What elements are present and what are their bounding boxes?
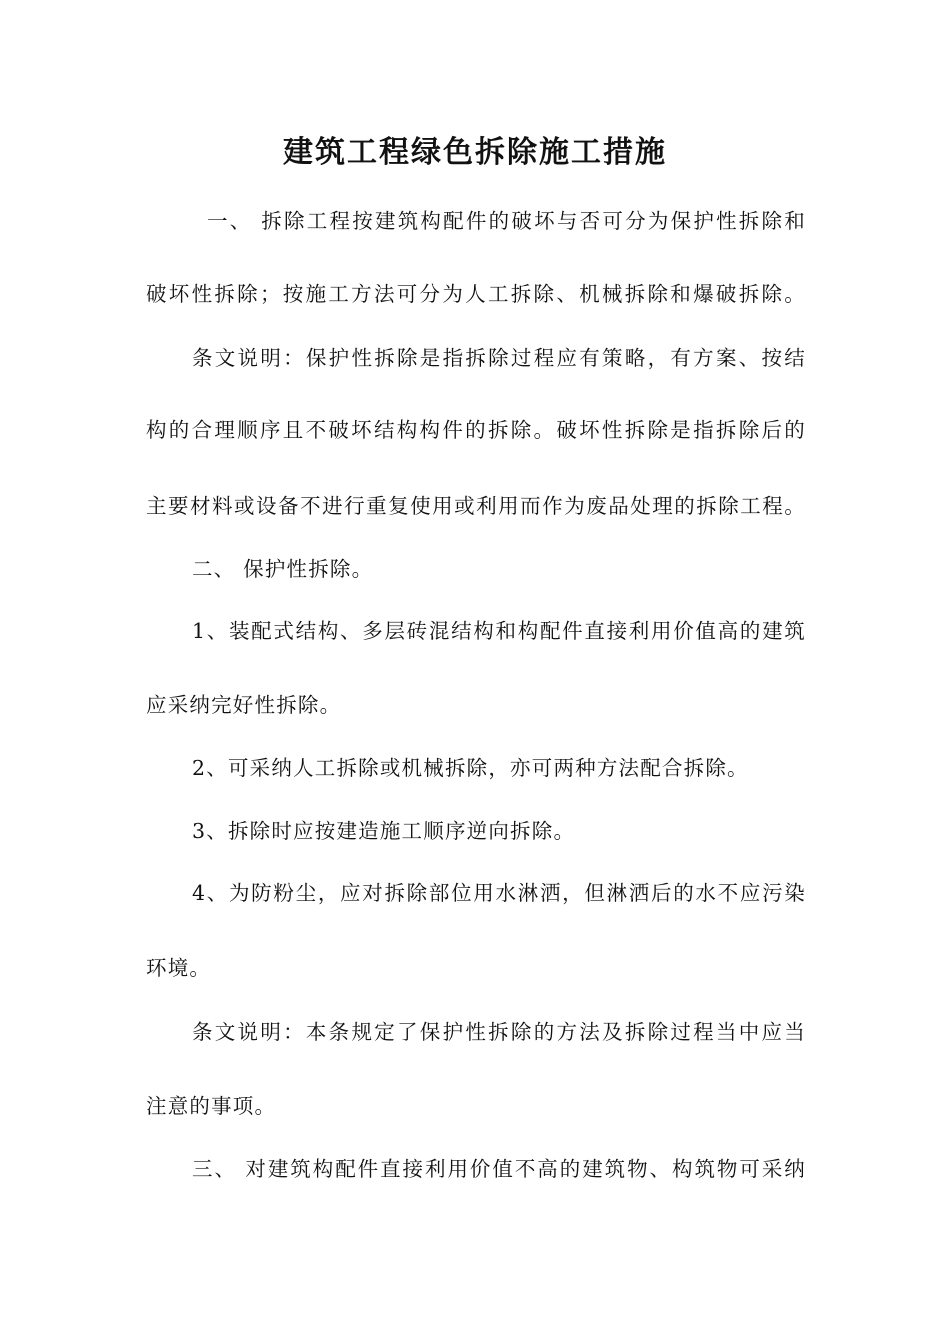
paragraph-line: 环境。 <box>146 956 212 980</box>
document-title: 建筑工程绿色拆除施工措施 <box>283 135 667 170</box>
paragraph-line: 注意的事项。 <box>146 1094 277 1118</box>
paragraph-line: 主要材料或设备不进行重复使用或利用而作为废品处理的拆除工程。 <box>146 494 806 518</box>
paragraph-line: 2、可采纳人工拆除或机械拆除，亦可两种方法配合拆除。 <box>192 756 749 780</box>
paragraph-line: 一、 拆除工程按建筑构配件的破坏与否可分为保护性拆除和 <box>207 209 806 233</box>
paragraph-line: 应采纳完好性拆除。 <box>146 693 342 717</box>
paragraph-line: 3、拆除时应按建造施工顺序逆向拆除。 <box>192 819 576 843</box>
paragraph-line: 1、装配式结构、多层砖混结构和构配件直接利用价值高的建筑 <box>192 619 806 643</box>
paragraph-line: 三、 对建筑构配件直接利用价值不高的建筑物、构筑物可采纳 <box>192 1157 806 1181</box>
paragraph-line: 构的合理顺序且不破坏结构构件的拆除。破坏性拆除是指拆除后的 <box>146 418 806 442</box>
paragraph-line: 4、为防粉尘，应对拆除部位用水淋洒，但淋洒后的水不应污染 <box>192 881 806 905</box>
paragraph-line: 破坏性拆除；按施工方法可分为人工拆除、机械拆除和爆破拆除。 <box>146 282 806 306</box>
section-heading: 二、 保护性拆除。 <box>192 557 374 581</box>
paragraph-line: 条文说明：本条规定了保护性拆除的方法及拆除过程当中应当 <box>192 1020 806 1044</box>
paragraph-line: 条文说明：保护性拆除是指拆除过程应有策略，有方案、按结 <box>192 346 806 370</box>
